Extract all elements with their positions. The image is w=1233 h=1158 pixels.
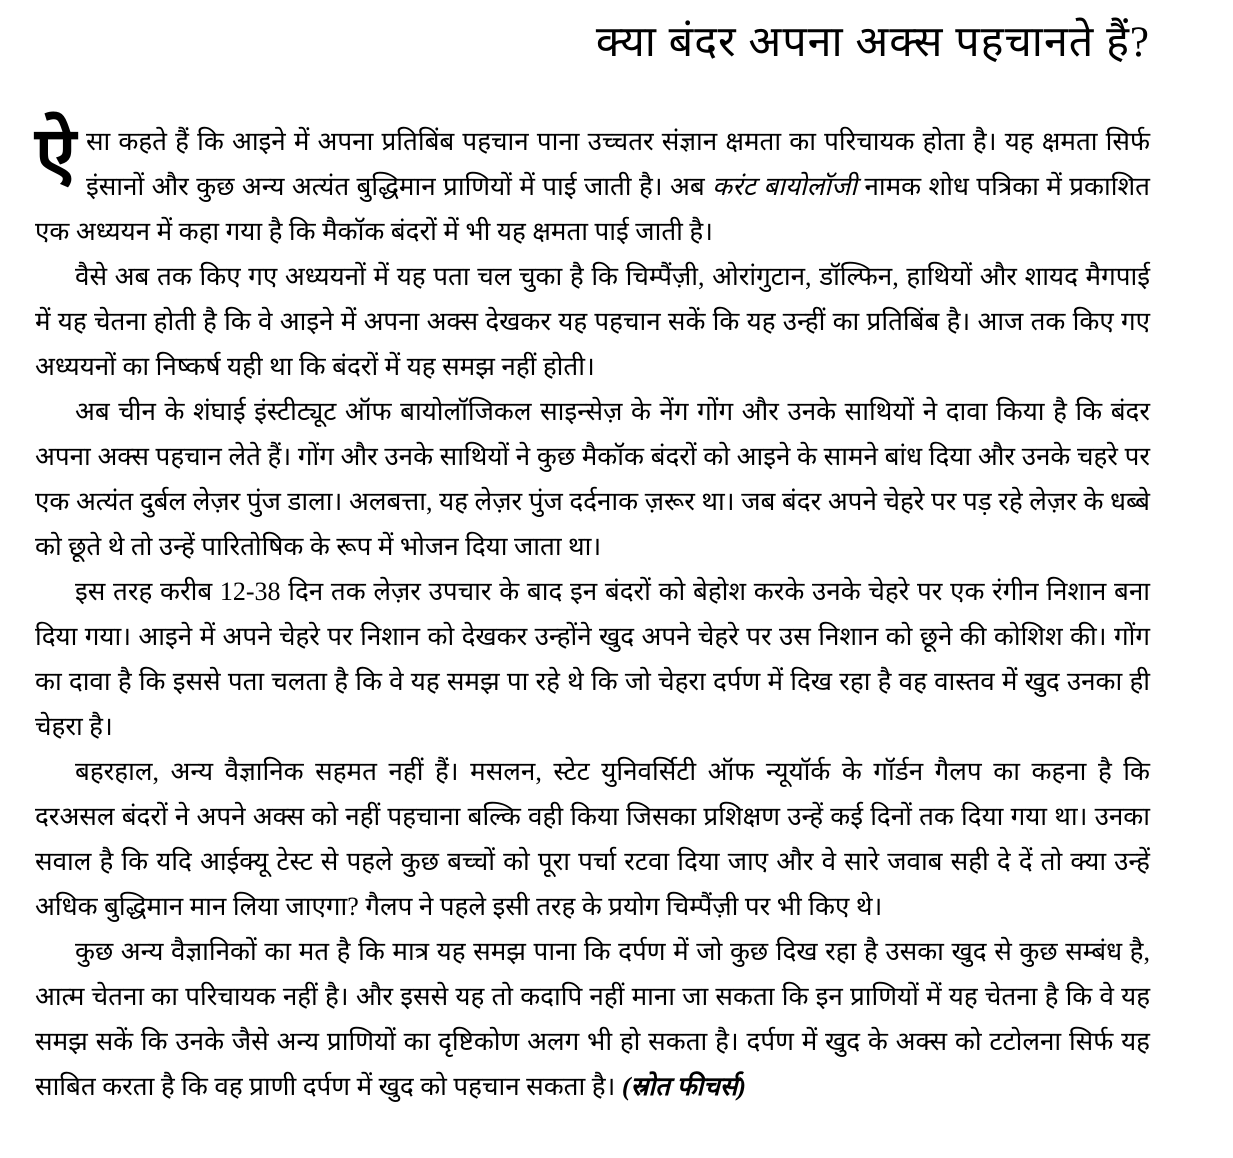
paragraph-1-text: सा कहते हैं कि आइने में अपना प्रतिबिंब पहचान पाना उच्चतर संज्ञान क्षमता का परिचायक होता है। यह क्षमता सिर्फ इंसानों और कुछ अन्य अत्यंत बुद्धिमान प्राणियों में पाई जाती है। अब: [85, 127, 1150, 201]
paragraph-1: [35, 114, 1150, 254]
paragraph-6-text: कुछ अन्य वैज्ञानिकों का मत है कि मात्र यह समझ पाना कि दर्पण में जो कुछ दिख रहा है उसका खुद से कुछ सम्बंध है, आत्म चेतना का परिचायक नहीं है। और इससे यह तो कदापि नहीं माना जा सकता कि इन प्राणियों में यह चेतना है कि वे यह समझ सकें कि उनके जैसे अन्य प्राणियों का दृष्टिकोण अलग भी हो सकता है। दर्पण में खुद के अक्स को टटोलना सिर्फ यह साबित करता है कि वह प्राणी दर्पण में खुद को पहचान सकता है।: [35, 937, 1150, 1101]
journal-name-italic: करंट बायोलॉजी: [712, 172, 858, 201]
paragraph-3-text: अब चीन के शंघाई इंस्टीट्यूट ऑफ बायोलॉजिकल साइन्सेज़ के नेंग गोंग और उनके साथियों ने दावा किया है कि बंदर अपना अक्स पहचान लेते हैं। गोंग और उनके साथियों ने कुछ मैकॉक बंदरों को आइने के सामने बांध दिया और उनके चहरे पर एक अत्यंत दुर्बल लेज़र पुंज डाला। अलबत्ता, यह लेज़र पुंज दर्दनाक ज़रूर था। जब बंदर अपने चेहरे पर पड़ रहे लेज़र के धब्बे को छूते थे तो उन्हें पारितोषिक के रूप में भोजन दिया जाता था।: [35, 397, 1150, 561]
paragraph-4: [35, 569, 1150, 749]
source-credit: (स्रोत फीचर्स): [621, 1072, 746, 1101]
dropcap-letter: ऐ: [35, 114, 76, 196]
paragraph-2-text: वैसे अब तक किए गए अध्ययनों में यह पता चल चुका है कि चिम्पैंज़ी, ओरांगुटान, डॉल्फिन, हाथियों और शायद मैगपाई में यह चेतना होती है कि वे आइने में अपना अक्स देखकर यह पहचान सकें कि यह उन्हीं का प्रतिबिंब है। आज तक किए गए अध्ययनों का निष्कर्ष यही था कि बंदरों में यह समझ नहीं होती।: [35, 262, 1150, 381]
paragraph-6: [35, 929, 1150, 1109]
paragraph-5-text: बहरहाल, अन्य वैज्ञानिक सहमत नहीं हैं। मसलन, स्टेट युनिवर्सिटी ऑफ न्यूयॉर्क के गॉर्डन गैलप का कहना है कि दरअसल बंदरों ने अपने अक्स को नहीं पहचाना बल्कि वही किया जिसका प्रशिक्षण उन्हें कई दिनों तक दिया गया था। उनका सवाल है कि यदि आईक्यू टेस्ट से पहले कुछ बच्चों को पूरा पर्चा रटवा दिया जाए और वे सारे जवाब सही दे दें तो क्या उन्हें अधिक बुद्धिमान मान लिया जाएगा? गैलप ने पहले इसी तरह के प्रयोग चिम्पैंज़ी पर भी किए थे।: [35, 757, 1150, 921]
paragraph-5: [35, 749, 1150, 929]
paragraph-4-text: इस तरह करीब 12-38 दिन तक लेज़र उपचार के बाद इन बंदरों को बेहोश करके उनके चेहरे पर एक रंगीन निशान बना दिया गया। आइने में अपने चेहरे पर निशान को देखकर उन्होंने खुद अपने चेहरे पर उस निशान को छूने की कोशिश की। गोंग का दावा है कि इससे पता चलता है कि वे यह समझ पा रहे थे कि जो चेहरा दर्पण में दिख रहा है वह वास्तव में खुद उनका ही चेहरा है।: [35, 577, 1150, 741]
article-body: [35, 114, 1150, 1109]
article-title: क्या बंदर अपना अक्स पहचानते हैं?: [595, 19, 1150, 66]
paragraph-1-text-cont: नामक शोध पत्रिका में प्रकाशित एक अध्ययन में कहा गया है कि मैकॉक बंदरों में भी यह क्षमता पाई जाती है।: [35, 172, 1150, 246]
paragraph-3: [35, 389, 1150, 569]
paragraph-2: [35, 254, 1150, 389]
